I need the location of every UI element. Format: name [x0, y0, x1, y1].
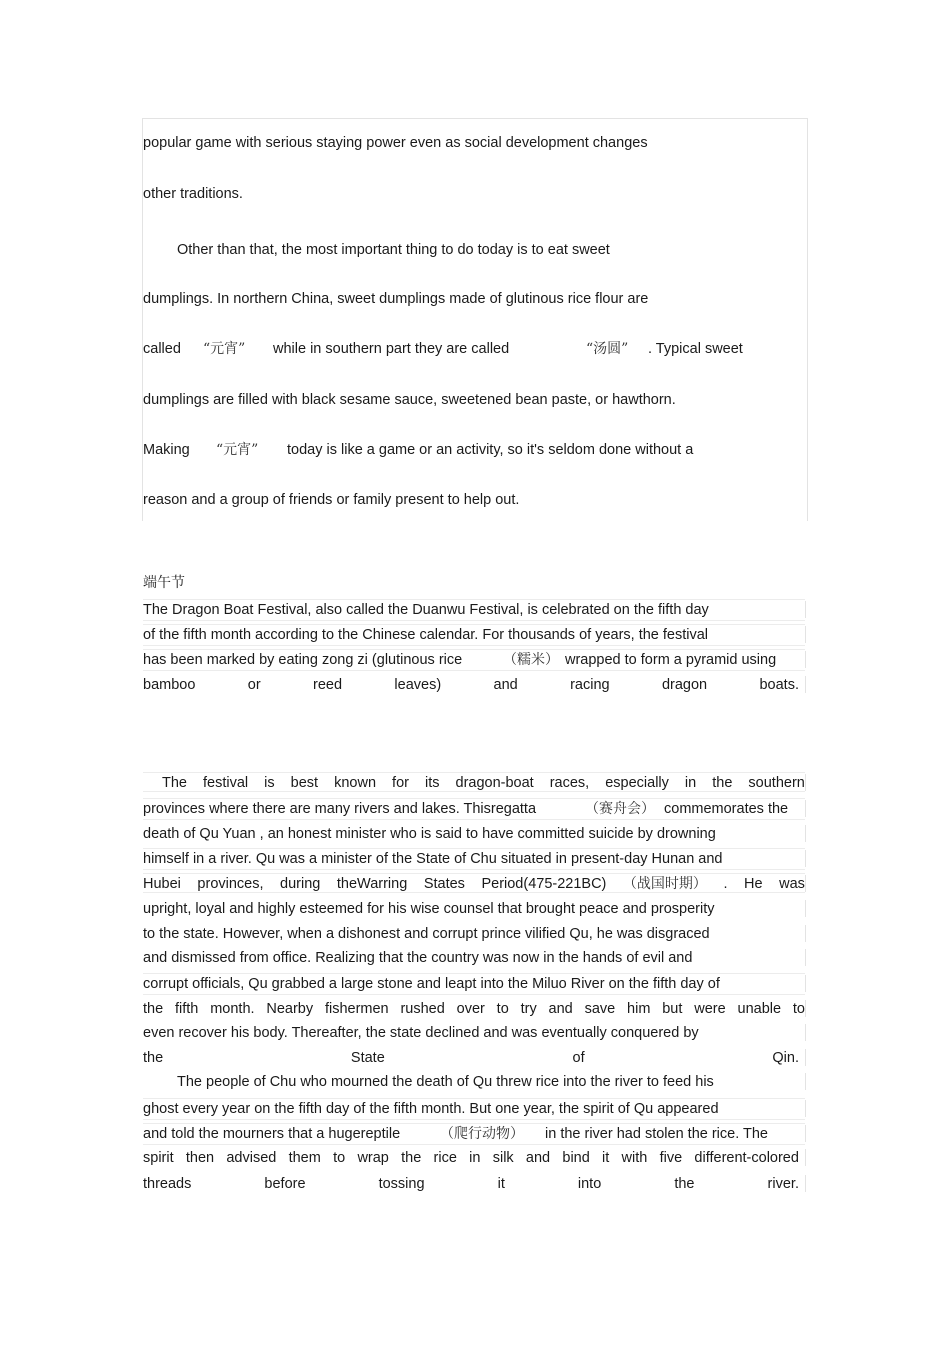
- text-span: commemorates the: [664, 801, 789, 817]
- word: advised: [226, 1150, 277, 1166]
- word: were: [694, 1001, 726, 1017]
- word: to: [792, 1001, 805, 1017]
- paragraph-line: himself in a river. Qu was a minister of the State of Chu situated in present-day Hunan and: [143, 848, 805, 870]
- word: it: [602, 1150, 610, 1166]
- paragraph-line: even recover his body. Thereafter, the state declined and was eventually conquered by: [143, 1023, 805, 1043]
- word: different-colored: [694, 1150, 799, 1166]
- word: but: [662, 1001, 683, 1017]
- justified-line: [143, 1048, 805, 1068]
- word: Period(475-221BC): [481, 876, 607, 892]
- word: Nearby: [266, 1001, 314, 1017]
- word: States: [423, 876, 465, 892]
- word: He: [744, 876, 763, 892]
- text-span: while in southern part they are called: [273, 341, 510, 357]
- word: racing: [570, 677, 610, 693]
- word: best: [290, 775, 319, 791]
- paragraph-line: dumplings are filled with black sesame sauce, sweetened bean paste, or hawthorn.: [143, 392, 676, 408]
- word: the: [143, 1001, 164, 1017]
- word: spirit: [143, 1150, 174, 1166]
- word: into: [577, 1176, 602, 1192]
- paragraph-line: other traditions.: [143, 186, 243, 202]
- word: races,: [549, 775, 590, 791]
- word: to: [333, 1150, 346, 1166]
- paragraph-line: [143, 441, 743, 459]
- word: and: [548, 1001, 573, 1017]
- paragraph-line: [143, 340, 753, 358]
- word: rice: [433, 1150, 457, 1166]
- word: tossing: [378, 1176, 425, 1192]
- word: with: [621, 1150, 648, 1166]
- word: over: [456, 1001, 485, 1017]
- justified-line: [143, 1148, 805, 1168]
- text-span: The people of Chu who mourned the death of Qu threw rice into the river to feed his: [177, 1074, 714, 1090]
- word: for: [392, 775, 409, 791]
- chinese-term: （赛舟会）: [585, 801, 655, 817]
- word: him: [627, 1001, 651, 1017]
- text-span: wrapped to form a pyramid using: [565, 652, 777, 668]
- justified-line: [143, 1174, 805, 1194]
- text-span: called: [143, 341, 181, 357]
- paragraph-line: [143, 798, 805, 820]
- justified-line: [143, 999, 805, 1019]
- word: five: [659, 1150, 683, 1166]
- justified-line: [143, 675, 805, 695]
- word: provinces,: [197, 876, 264, 892]
- text-span: in the river had stolen the rice. The: [545, 1126, 768, 1142]
- word: reed: [313, 677, 343, 693]
- word: bind: [562, 1150, 590, 1166]
- word: to: [496, 1001, 509, 1017]
- word: the: [401, 1150, 422, 1166]
- word: festival: [203, 775, 249, 791]
- word: State: [350, 1050, 385, 1066]
- word: the: [674, 1176, 695, 1192]
- word: leaves): [394, 677, 442, 693]
- chinese-term: （战国时期）: [622, 876, 707, 892]
- word: Qin.: [772, 1050, 799, 1066]
- text-frame: [142, 118, 808, 521]
- text-span: today is like a game or an activity, so it's seldom done without a: [287, 442, 694, 458]
- paragraph-line: of the fifth month according to the Chinese calendar. For thousands of years, the festival: [143, 624, 805, 646]
- word: is: [264, 775, 275, 791]
- word: before: [264, 1176, 306, 1192]
- text-span: Making: [143, 442, 190, 458]
- word: known: [334, 775, 377, 791]
- chinese-term: （爬行动物）: [440, 1126, 524, 1142]
- word: try: [520, 1001, 537, 1017]
- justified-line: [143, 873, 805, 893]
- chinese-term: （糯米）: [503, 652, 559, 668]
- word: it: [497, 1176, 505, 1192]
- justified-line: [143, 772, 805, 792]
- word: dragon: [661, 677, 708, 693]
- word: theWarring: [336, 876, 408, 892]
- paragraph-line: [143, 1123, 805, 1145]
- paragraph-line: [143, 1072, 805, 1092]
- paragraph-line: death of Qu Yuan , an honest minister who is said to have committed suicide by drowning: [143, 824, 805, 844]
- paragraph-line: popular game with serious staying power even as social development changes: [143, 135, 648, 151]
- paragraph-line: ghost every year on the fifth day of the fifth month. But one year, the spirit of Qu appeared: [143, 1098, 805, 1120]
- word: fifth: [175, 1001, 199, 1017]
- paragraph-line: upright, loyal and highly esteemed for his wise counsel that brought peace and prosperity: [143, 899, 805, 919]
- text-span: provinces where there are many rivers and lakes. Thisregatta: [143, 801, 537, 817]
- word: during: [280, 876, 321, 892]
- word: them: [288, 1150, 321, 1166]
- chinese-term: “汤圆”: [586, 341, 629, 357]
- word: the: [143, 1050, 164, 1066]
- text-span: . Typical sweet: [648, 341, 743, 357]
- word: The: [162, 775, 187, 791]
- word: was: [779, 876, 805, 892]
- word: unable: [737, 1001, 782, 1017]
- word: save: [584, 1001, 616, 1017]
- word: the: [712, 775, 733, 791]
- word: fishermen: [324, 1001, 389, 1017]
- word: and: [493, 677, 518, 693]
- word: wrap: [357, 1150, 389, 1166]
- word: boats.: [759, 677, 799, 693]
- paragraph-line: [143, 649, 805, 671]
- word: silk: [492, 1150, 514, 1166]
- word: then: [185, 1150, 215, 1166]
- paragraph-line: to the state. However, when a dishonest and corrupt prince vilified Qu, he was disgraced: [143, 924, 805, 944]
- paragraph-line: The Dragon Boat Festival, also called the Duanwu Festival, is celebrated on the fifth day: [143, 599, 805, 621]
- paragraph-line: reason and a group of friends or family present to help out.: [143, 492, 520, 508]
- paragraph-line: dumplings. In northern China, sweet dumplings made of glutinous rice flour are: [143, 291, 649, 307]
- word: threads: [143, 1176, 192, 1192]
- chinese-term: “元宵”: [203, 341, 246, 357]
- paragraph-line: corrupt officials, Qu grabbed a large stone and leapt into the Miluo River on the fifth day of: [143, 973, 805, 995]
- word: especially: [605, 775, 669, 791]
- word: in: [684, 775, 697, 791]
- text-span: and told the mourners that a hugereptile: [143, 1126, 401, 1142]
- paragraph-line: and dismissed from office. Realizing that the country was now in the hands of evil and: [143, 948, 805, 968]
- word: its: [424, 775, 440, 791]
- chinese-term: “元宵”: [216, 442, 259, 458]
- word: rushed: [400, 1001, 445, 1017]
- word: and: [525, 1150, 551, 1166]
- word: dragon-boat: [455, 775, 534, 791]
- word: Hubei: [143, 876, 181, 892]
- word: river.: [767, 1176, 799, 1192]
- word: in: [469, 1150, 481, 1166]
- word: of: [572, 1050, 585, 1066]
- word: bamboo: [143, 677, 196, 693]
- word: .: [723, 876, 728, 892]
- word: or: [247, 677, 261, 693]
- text-span: has been marked by eating zong zi (glutinous rice: [143, 652, 463, 668]
- section-heading: 端午节: [143, 575, 185, 591]
- word: month.: [210, 1001, 255, 1017]
- word: southern: [748, 775, 805, 791]
- paragraph-line: Other than that, the most important thing to do today is to eat sweet: [177, 242, 610, 258]
